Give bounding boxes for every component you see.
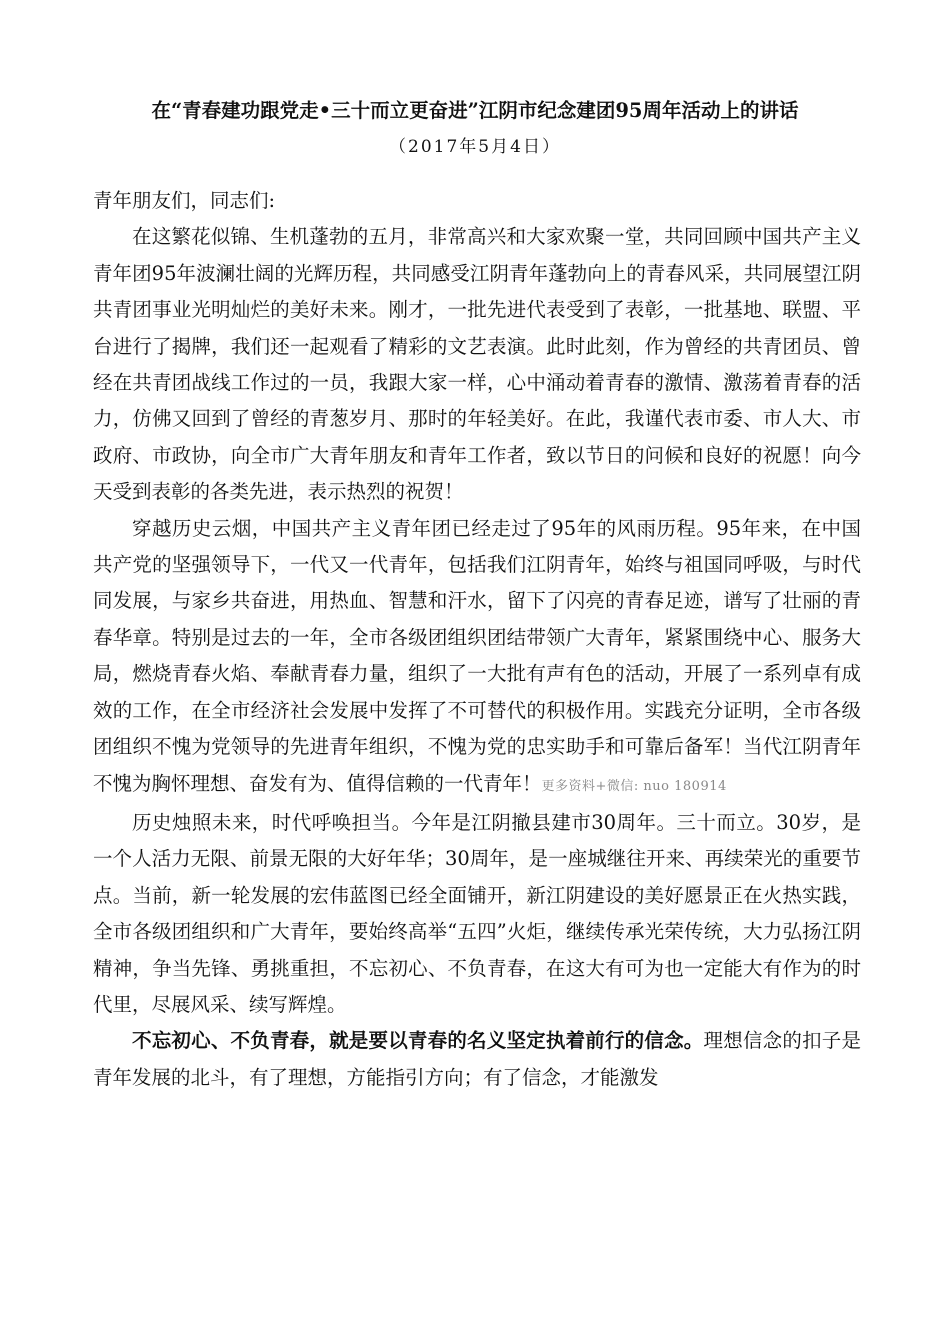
- paragraph-2-text: 穿越历史云烟，中国共产主义青年团已经走过了95年的风雨历程。95年来，在中国共产党的坚强领导下，一代又一代青年，包括我们江阴青年，始终与祖国同呼吸，与时代同发展，与家乡共奋进，用热血、智慧和汗水，留下了闪亮的青春足迹，谱写了壮丽的青春华章。特别是过去的一年，全市各级团组织团结带领广大青年，紧紧围绕中心、服务大局，燃烧青春火焰、奉献青春力量，组织了一大批有声有色的活动，开展了一系列卓有成效的工作，在全市经济社会发展中发挥了不可替代的积极作用。实践充分证明，全市各级团组织不愧为党领导的先进青年组织，不愧为党的忠实助手和可靠后备军！当代江阴青年不愧为胸怀理想、奋发有为、值得信赖的一代青年！: [93, 516, 861, 795]
- paragraph-3: 历史烛照未来，时代呼唤担当。今年是江阴撤县建市30周年。三十而立。30岁，是一个人活力无限、前景无限的大好年华；30周年，是一座城继往开来、再续荣光的重要节点。当前，新一轮发展的宏伟蓝图已经全面铺开，新江阴建设的美好愿景正在火热实践，全市各级团组织和广大青年，要始终高举“五四”火炬，继续传承光荣传统，大力弘扬江阴精神，争当先锋、勇挑重担，不忘初心、不负青春，在这大有可为也一定能大有作为的时代里，尽展风采、续写辉煌。: [93, 810, 861, 1016]
- document-body: [93, 183, 861, 1096]
- paragraph-4-text: 理想信念的扣子是青年发展的北斗，有了理想，方能指引方向；有了信念，才能激发: [93, 1029, 861, 1089]
- salutation: 青年朋友们，同志们:: [93, 189, 276, 212]
- document-title: 在“青春建功跟党走•三十而立更奋进”江阴市纪念建团95周年活动上的讲话: [151, 99, 799, 122]
- paragraph-4-heading: 不忘初心、不负青春，就是要以青春的名义坚定执着前行的信念。: [132, 1029, 704, 1053]
- document-date: （2017年5月4日）: [389, 137, 561, 157]
- paragraph-1: 在这繁花似锦、生机蓬勃的五月，非常高兴和大家欢聚一堂，共同回顾中国共产主义青年团95年波澜壮阔的光辉历程，共同感受江阴青年蓬勃向上的青春风采，共同展望江阴共青团事业光明灿烂的美好未来。刚才，一批先进代表受到了表彰，一批基地、联盟、平台进行了揭牌，我们还一起观看了精彩的文艺表演。此时此刻，作为曾经的共青团员、曾经在共青团战线工作过的一员，我跟大家一样，心中涌动着青春的激情、激荡着青春的活力，仿佛又回到了曾经的青葱岁月、那时的年轻美好。在此，我谨代表市委、市人大、市政府、市政协，向全市广大青年朋友和青年工作者，致以节日的问候和良好的祝愿！向今天受到表彰的各类先进，表示热烈的祝贺！: [93, 225, 861, 504]
- contact-note: 更多资料+微信: nuo 180914: [541, 778, 727, 794]
- paragraph-2: [93, 511, 861, 805]
- paragraph-4: [93, 1023, 861, 1096]
